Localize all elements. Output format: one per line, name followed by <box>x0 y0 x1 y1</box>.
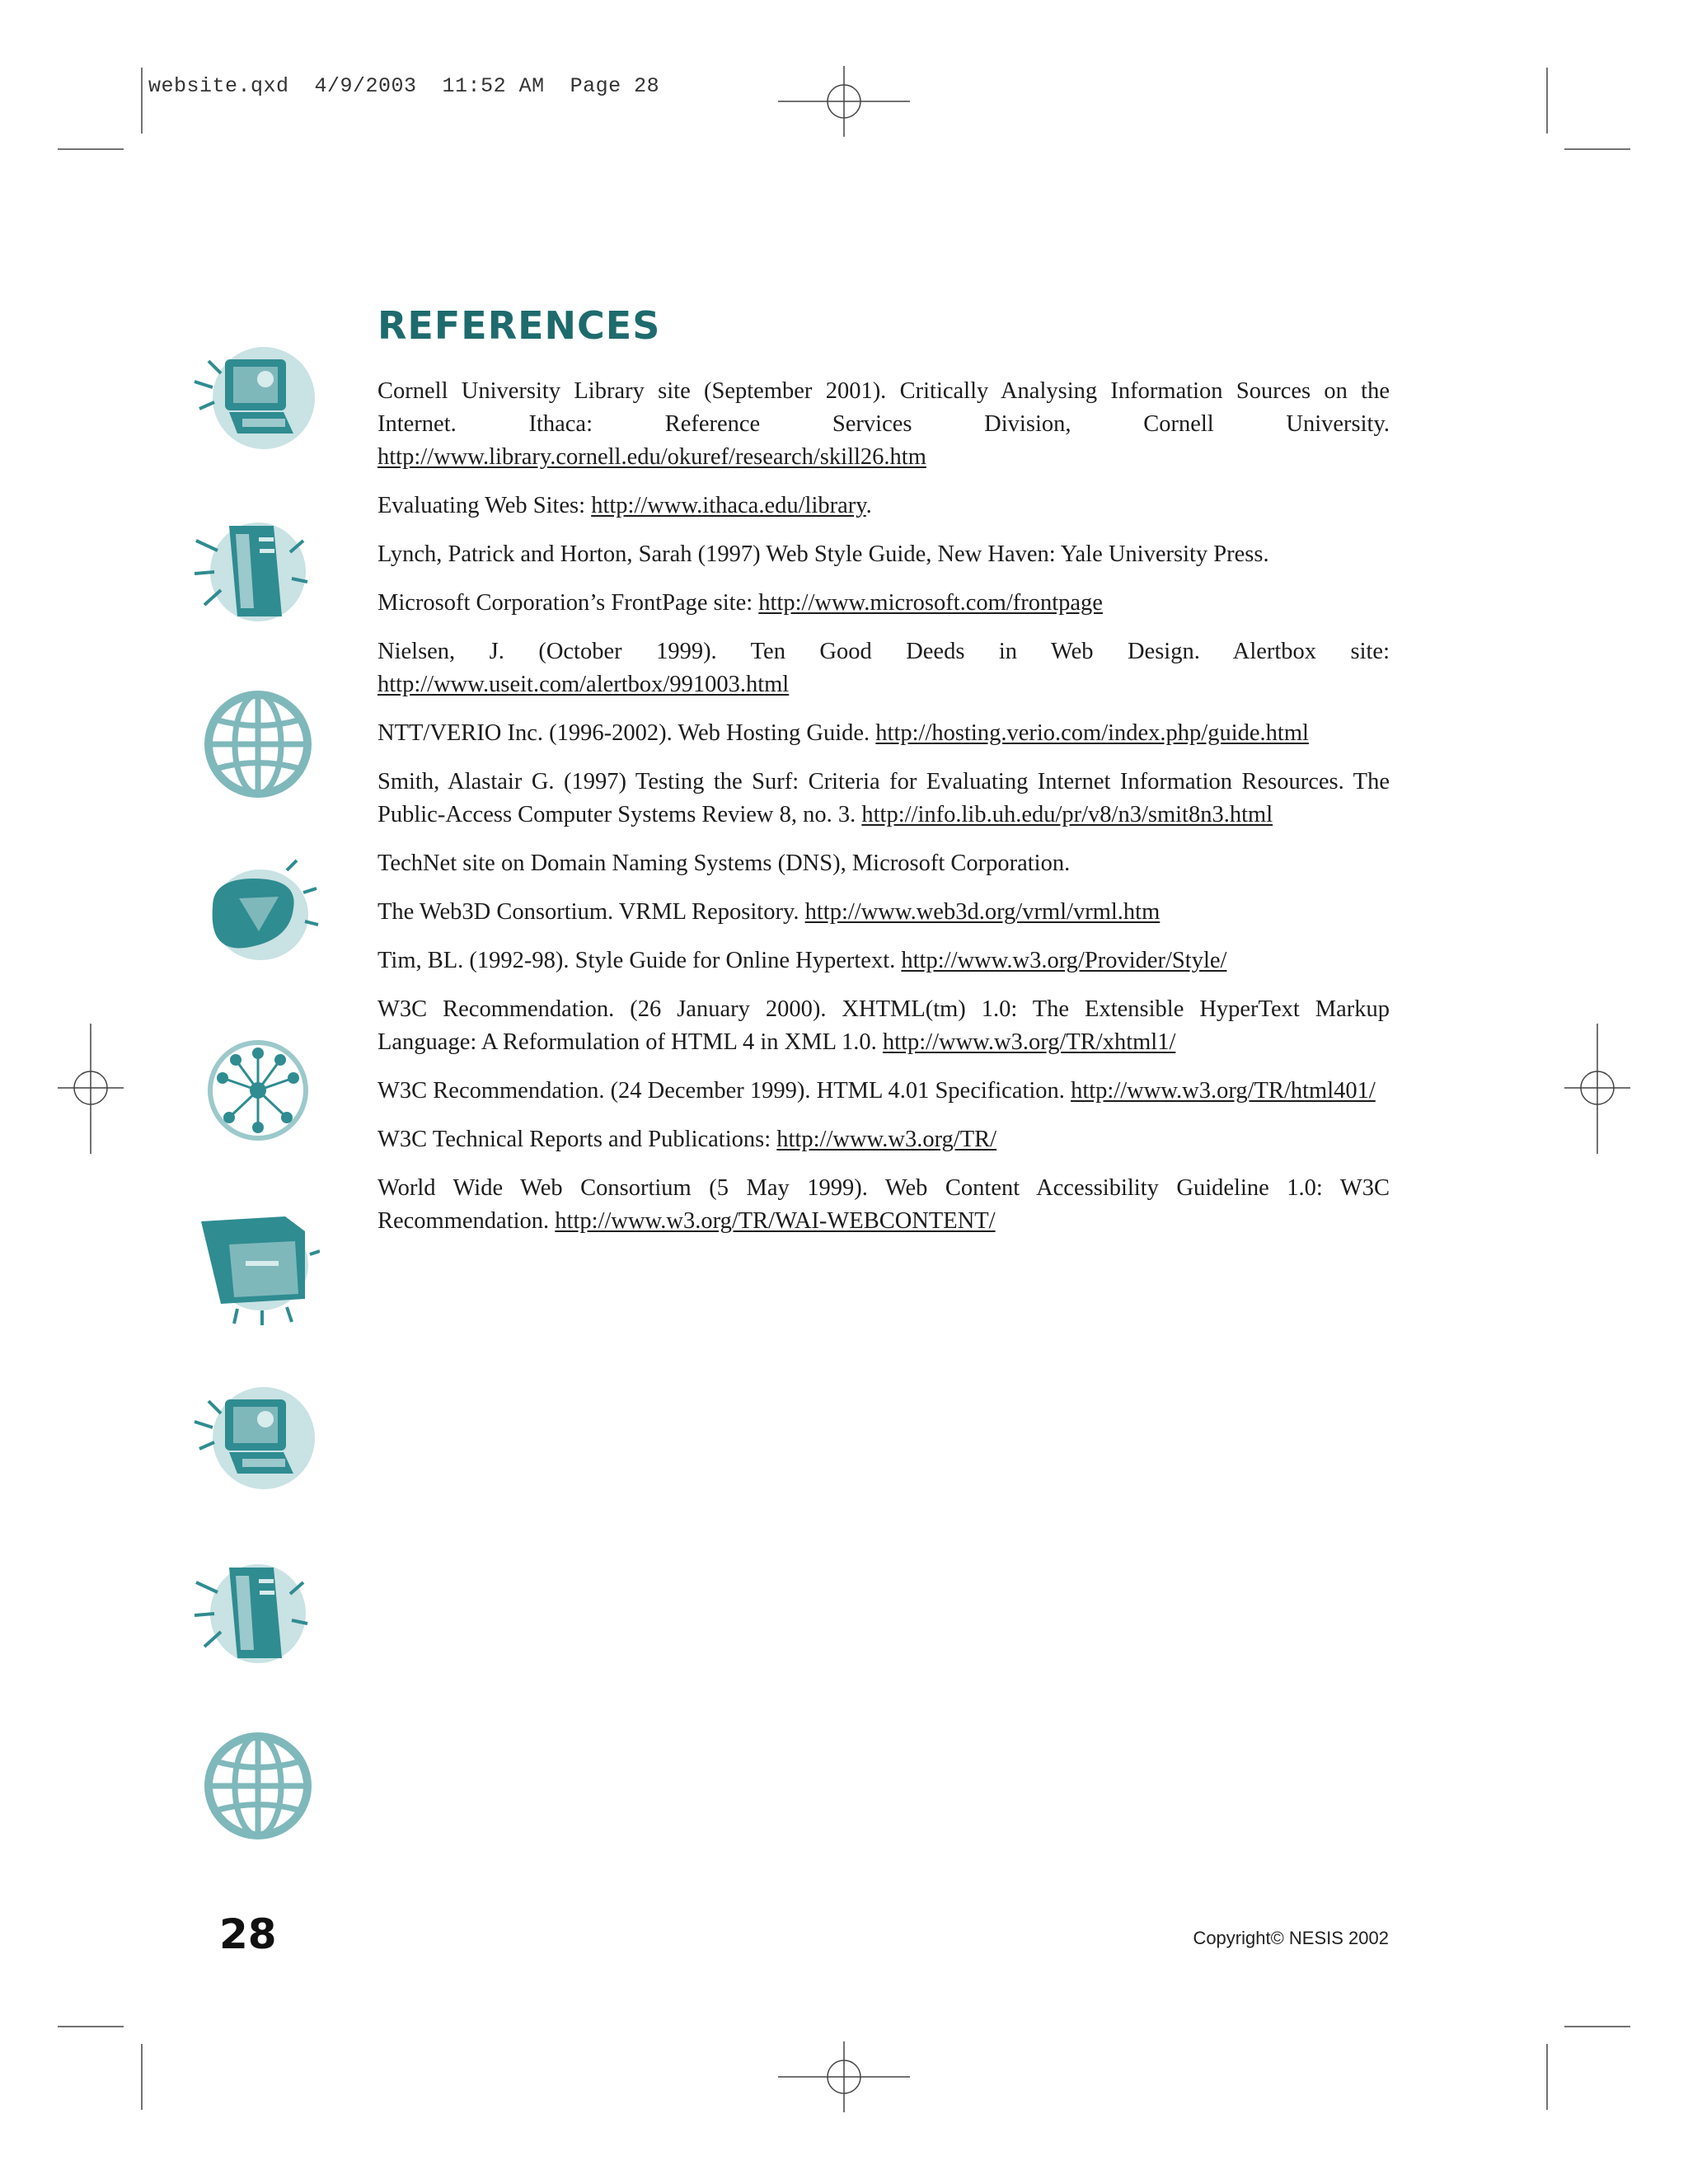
globe-icon <box>188 1724 320 1848</box>
folder-icon <box>188 1203 320 1327</box>
reference-entry <box>377 1075 1390 1108</box>
reference-entry <box>377 896 1390 929</box>
reference-link[interactable]: http://info.lib.uh.edu/pr/v8/n3/smit8n3.html <box>861 802 1273 827</box>
reference-text: Smith, Alastair G. (1997) Testing the Surf: Criteria for Evaluating Internet Information Resources. The Public-Access Computer Systems Review 8, no. 3. <box>377 769 1390 827</box>
network-icon <box>188 1029 320 1152</box>
speech-bubble-icon <box>188 855 320 979</box>
reference-trailing-punctuation: . <box>865 493 872 518</box>
reference-link[interactable]: http://www.web3d.org/vrml/vrml.htm <box>804 899 1160 925</box>
reference-text: The Web3D Consortium. VRML Repository. <box>377 899 805 925</box>
page-number: 28 <box>219 1910 277 1958</box>
reference-entry <box>377 1123 1390 1156</box>
reference-text: Microsoft Corporation’s FrontPage site: <box>377 590 759 616</box>
reference-link[interactable]: http://www.library.cornell.edu/okuref/research/skill26.htm <box>377 444 926 470</box>
reference-entry <box>377 1172 1390 1238</box>
reference-text: TechNet site on Domain Naming Systems (DNS), Microsoft Corporation. <box>377 851 1071 876</box>
reference-text: W3C Technical Reports and Publications: <box>377 1127 777 1152</box>
reference-entry <box>377 375 1390 474</box>
reference-entry <box>377 766 1390 832</box>
reference-entry <box>377 490 1390 523</box>
page-title: REFERENCES <box>377 303 661 348</box>
reference-entry <box>377 847 1390 880</box>
reference-text: Cornell University Library site (September 2001). Critically Analysing Information Sources on the Internet. Ithaca: Reference Services Division, Cornell University. <box>377 378 1390 437</box>
copyright-notice: Copyright© NESIS 2002 <box>1193 1928 1389 1948</box>
reference-text: W3C Recommendation. (26 January 2000). XHTML(tm) 1.0: The Extensible HyperText Markup Language: A Reformulation of HTML 4 in XML 1.0. <box>377 996 1390 1055</box>
reference-entry <box>377 944 1390 977</box>
reference-link[interactable]: http://www.useit.com/alertbox/991003.html <box>377 672 790 697</box>
reference-link[interactable]: http://www.w3.org/TR/WAI-WEBCONTENT/ <box>555 1208 996 1234</box>
reference-entry <box>377 635 1390 701</box>
reference-text: Evaluating Web Sites: <box>377 493 592 518</box>
reference-link[interactable]: http://www.ithaca.edu/library <box>591 493 866 518</box>
reference-text: World Wide Web Consortium (5 May 1999). Web Content Accessibility Guideline 1.0: W3C Recommendation. <box>377 1175 1390 1234</box>
reference-link[interactable]: http://www.microsoft.com/frontpage <box>758 590 1103 616</box>
computer-tower-icon <box>188 508 320 631</box>
reference-list <box>377 375 1390 1254</box>
print-slug-line: website.qxd 4/9/2003 11:52 AM Page 28 <box>148 74 660 98</box>
monitor-icon <box>188 336 320 460</box>
reference-link[interactable]: http://www.w3.org/TR/xhtml1/ <box>882 1029 1176 1055</box>
reference-link[interactable]: http://www.w3.org/Provider/Style/ <box>901 948 1227 973</box>
reference-entry <box>377 538 1390 571</box>
monitor-icon <box>188 1376 320 1500</box>
reference-link[interactable]: http://www.w3.org/TR/html401/ <box>1071 1078 1376 1104</box>
reference-entry <box>377 717 1390 750</box>
reference-text: NTT/VERIO Inc. (1996-2002). Web Hosting Guide. <box>377 720 876 746</box>
reference-entry <box>377 993 1390 1059</box>
reference-entry <box>377 587 1390 620</box>
computer-tower-icon <box>188 1549 320 1673</box>
globe-icon <box>188 682 320 806</box>
reference-text: W3C Recommendation. (24 December 1999). HTML 4.01 Specification. <box>377 1078 1071 1104</box>
reference-text: Tim, BL. (1992-98). Style Guide for Online Hypertext. <box>377 948 902 973</box>
reference-text: Nielsen, J. (October 1999). Ten Good Deeds in Web Design. Alertbox site: <box>377 639 1390 664</box>
reference-text: Lynch, Patrick and Horton, Sarah (1997) Web Style Guide, New Haven: Yale University Press. <box>377 541 1269 567</box>
reference-link[interactable]: http://www.w3.org/TR/ <box>776 1127 997 1152</box>
reference-link[interactable]: http://hosting.verio.com/index.php/guide.html <box>875 720 1309 746</box>
